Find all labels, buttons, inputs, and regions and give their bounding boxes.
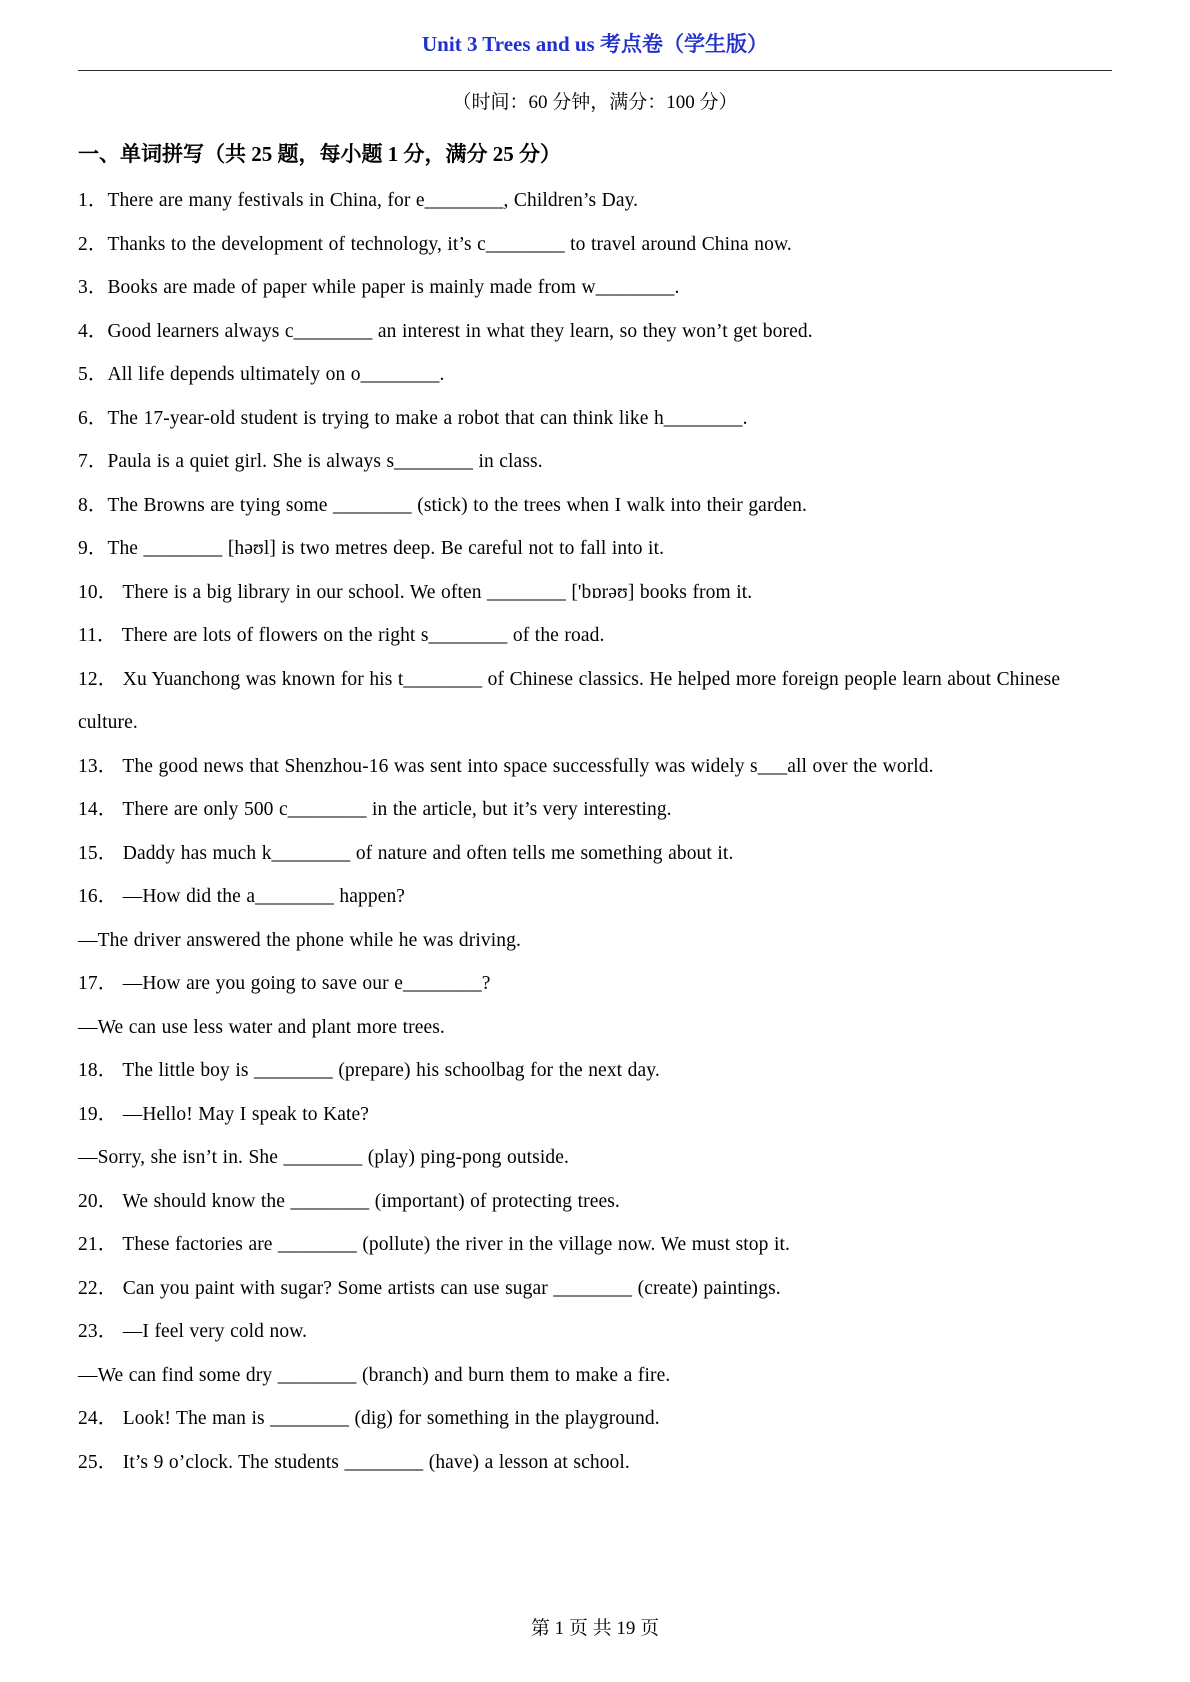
question-item: 10． There is a big library in our school. We often ________ ['bɒrəʊ] books from it. <box>78 581 753 603</box>
question-item: 15． Daddy has much k________ of nature and often tells me something about it. <box>78 842 734 864</box>
question-item: 20． We should know the ________ (important) of protecting trees. <box>78 1190 620 1212</box>
question-item: 23． —I feel very cold now. <box>78 1321 308 1342</box>
question-item: 14． There are only 500 c________ in the article, but it’s very interesting. <box>78 799 672 820</box>
question-item: 22． Can you paint with sugar? Some artists can use sugar ________ (create) paintings. <box>78 1277 781 1299</box>
question-continuation: —We can find some dry ________ (branch) and burn them to make a fire. <box>78 1364 671 1386</box>
question-item: 3．Books are made of paper while paper is mainly made from w________. <box>78 277 680 298</box>
question-item: 2．Thanks to the development of technology, it’s c________ to travel around China now. <box>78 233 792 255</box>
question-item: 17． —How are you going to save our e________? <box>78 973 491 994</box>
title-divider <box>78 70 1112 71</box>
question-item: 16． —How did the a________ happen? <box>78 886 406 907</box>
question-continuation: —The driver answered the phone while he was driving. <box>78 929 521 951</box>
question-item: 4．Good learners always c________ an interest in what they learn, so they won’t get bored. <box>78 320 813 342</box>
question-item: 6．The 17-year-old student is trying to make a robot that can think like h________. <box>78 407 748 429</box>
question-item: 9．The ________ [həʊl] is two metres deep. Be careful not to fall into it. <box>78 538 665 559</box>
question-item: 1．There are many festivals in China, for e________, Children’s Day. <box>78 190 639 211</box>
question-item: 5．All life depends ultimately on o________. <box>78 364 445 385</box>
question-item: 25． It’s 9 o’clock. The students ________ (have) a lesson at school. <box>78 1451 630 1473</box>
question-item: 19． —Hello! May I speak to Kate? <box>78 1103 370 1125</box>
question-item: 21． These factories are ________ (pollute) the river in the village now. We must stop it. <box>78 1234 790 1255</box>
page-footer: 第 1 页 共 19 页 <box>530 1618 660 1639</box>
questions-list <box>78 179 1112 1484</box>
question-item: 11． There are lots of flowers on the right s________ of the road. <box>78 625 605 646</box>
question-item: 7．Paula is a quiet girl. She is always s________ in class. <box>78 451 543 472</box>
question-item: 24． Look! The man is ________ (dig) for something in the playground. <box>78 1408 660 1429</box>
question-item: 8．The Browns are tying some ________ (stick) to the trees when I walk into their garden. <box>78 494 807 516</box>
question-item: 12． Xu Yuanchong was known for his t________ of Chinese classics. He helped more foreign people learn about Chinese culture. <box>78 668 1061 733</box>
question-item: 18． The little boy is ________ (prepare) his schoolbag for the next day. <box>78 1060 660 1081</box>
question-item: 13． The good news that Shenzhou-16 was sent into space successfully was widely s___all over the world. <box>78 755 934 777</box>
page-title: Unit 3 Trees and us 考点卷（学生版） <box>422 32 768 56</box>
question-continuation: —We can use less water and plant more trees. <box>78 1016 445 1038</box>
time-score-line: （时间：60 分钟，满分：100 分） <box>452 92 738 113</box>
question-continuation: —Sorry, she isn’t in. She ________ (play) ping-pong outside. <box>78 1147 569 1168</box>
section-heading: 一、单词拼写（共 25 题，每小题 1 分，满分 25 分） <box>78 142 561 166</box>
